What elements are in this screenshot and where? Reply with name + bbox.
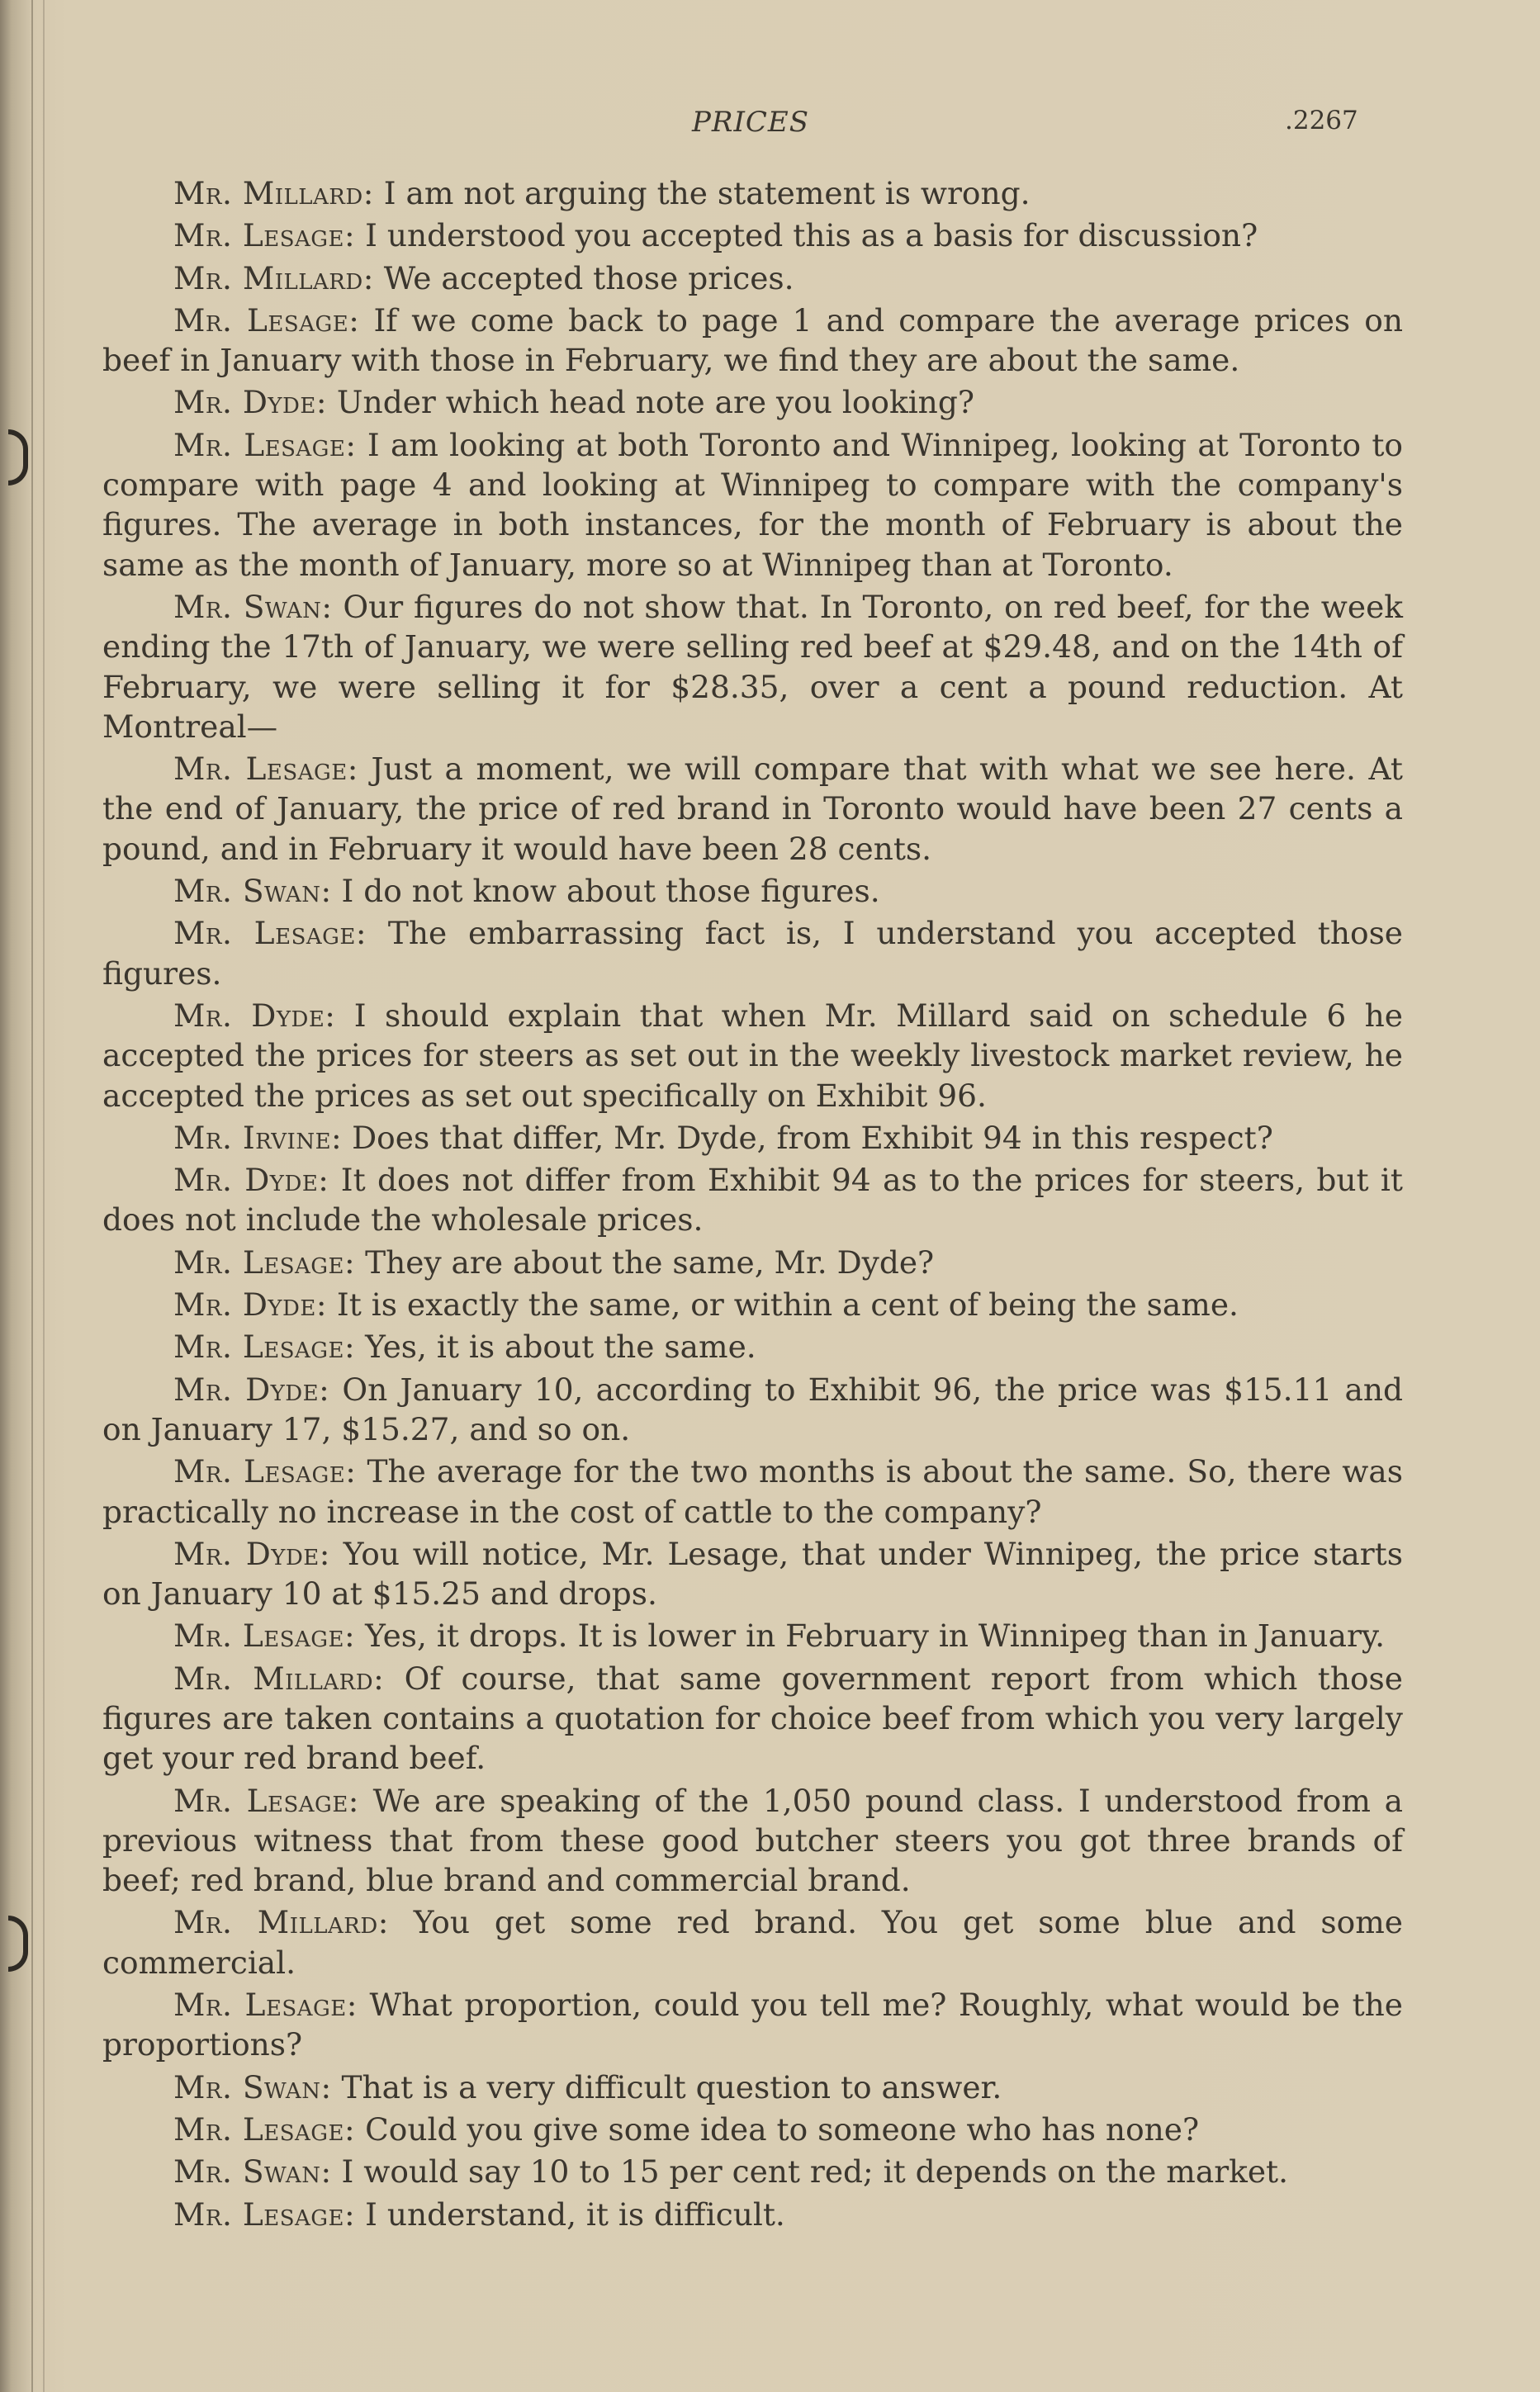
testimony-paragraph xyxy=(102,1781,1403,1901)
speech-text: What proportion, could you tell me? Roughly, what would be the proportions? xyxy=(102,1987,1403,2063)
binding-staple-mark xyxy=(8,1916,28,1972)
testimony-paragraph xyxy=(102,173,1403,213)
testimony-paragraph xyxy=(102,1327,1403,1367)
running-title: PRICES xyxy=(692,106,810,139)
speaker-name: Mr. Lesage: xyxy=(173,301,360,339)
speaker-name: Mr. Lesage: xyxy=(173,751,358,788)
testimony-paragraph xyxy=(102,1616,1403,1655)
speech-text: Our figures do not show that. In Toronto, on red beef, for the week ending the 17th of January, we were selling red beef at $29.48, and on the 14th of February, we were selling it for $28.35, over a cent a pound reduction. At Montreal— xyxy=(102,588,1403,745)
transcript-body xyxy=(102,173,1403,2237)
speaker-name: Mr. Dyde: xyxy=(173,1286,328,1324)
page-number: .2267 xyxy=(1285,106,1358,135)
testimony-paragraph xyxy=(102,258,1403,298)
speaker-name: Mr. Lesage: xyxy=(173,217,356,254)
speaker-name: Mr. Millard: xyxy=(173,259,374,296)
testimony-paragraph xyxy=(102,1902,1403,1982)
speech-text: You will notice, Mr. Lesage, that under Winnipeg, the price starts on January 10 at $15.25 and drops. xyxy=(102,1535,1403,1613)
speech-text: Yes, it is about the same. xyxy=(355,1329,756,1366)
speech-text: I should explain that when Mr. Millard said on schedule 6 he accepted the prices for steers as set out in the weekly livestock market review, he accepted the prices as set out specifically on Exhibit 96. xyxy=(102,997,1403,1114)
speaker-name: Mr. Lesage: xyxy=(173,426,357,463)
speaker-name: Mr. Lesage: xyxy=(173,1987,358,2024)
speech-text: We are speaking of the 1,050 pound class. I understood from a previous witness that from these good butcher steers you got three brands of beef; red brand, blue brand and commercial brand. xyxy=(102,1782,1403,1899)
speech-text: You get some red brand. You get some blue and some commercial. xyxy=(102,1904,1403,1981)
speech-text: I understood you accepted this as a basis for discussion? xyxy=(355,217,1258,254)
speaker-name: Mr. Millard: xyxy=(173,175,374,211)
binding-gutter-line xyxy=(43,0,45,2392)
speech-text: Could you give some idea to someone who has none? xyxy=(355,2110,1200,2148)
testimony-paragraph xyxy=(102,216,1403,255)
testimony-paragraph xyxy=(102,2068,1403,2107)
speaker-name: Mr. Dyde: xyxy=(173,1535,330,1572)
speaker-name: Mr. Dyde: xyxy=(173,384,328,421)
speech-text: It is exactly the same, or within a cent of being the same. xyxy=(327,1286,1239,1324)
testimony-paragraph xyxy=(102,1370,1403,1450)
speech-text: I am not arguing the statement is wrong. xyxy=(373,175,1031,211)
speech-text: The average for the two months is about the same. So, there was practically no increase in the cost of cattle to the company? xyxy=(102,1453,1403,1530)
speaker-name: Mr. Lesage: xyxy=(173,1453,357,1490)
speech-text: I do not know about those figures. xyxy=(331,873,880,910)
speaker-name: Mr. Dyde: xyxy=(173,1371,330,1408)
binding-gutter-line xyxy=(31,0,33,2392)
speech-text: They are about the same, Mr. Dyde? xyxy=(355,1243,935,1281)
testimony-paragraph xyxy=(102,1659,1403,1779)
speaker-name: Mr. Lesage: xyxy=(173,2195,356,2233)
speaker-name: Mr. Swan: xyxy=(173,2153,332,2191)
speaker-name: Mr. Dyde: xyxy=(173,997,336,1034)
speech-text: Just a moment, we will compare that with what we see here. At the end of January, the price of red brand in Toronto would have been 27 cents a pound, and in February it would have been 28 cents. xyxy=(102,751,1403,867)
testimony-paragraph xyxy=(102,913,1403,993)
testimony-paragraph xyxy=(102,749,1403,869)
speech-text: I am looking at both Toronto and Winnipeg, looking at Toronto to compare with page 4 and looking at Winnipeg to compare with the company's figures. The average in both instances, for the month of February is about the same as the month of January, more so at Winnipeg than at Toronto. xyxy=(102,426,1403,583)
binding-staple-mark xyxy=(8,429,28,486)
speaker-name: Mr. Lesage: xyxy=(173,1329,356,1366)
speech-text: I would say 10 to 15 per cent red; it depends on the market. xyxy=(331,2153,1289,2191)
speech-text: The embarrassing fact is, I understand you accepted those figures. xyxy=(102,915,1404,992)
testimony-paragraph xyxy=(102,382,1403,422)
testimony-paragraph xyxy=(102,1118,1403,1158)
testimony-paragraph xyxy=(102,1243,1403,1282)
speaker-name: Mr. Swan: xyxy=(173,873,332,910)
speaker-name: Mr. Lesage: xyxy=(173,915,367,952)
speaker-name: Mr. Dyde: xyxy=(173,1162,329,1199)
speaker-name: Mr. Millard: xyxy=(173,1660,385,1697)
speaker-name: Mr. Lesage: xyxy=(173,1618,356,1655)
testimony-paragraph xyxy=(102,301,1403,381)
speech-text: Under which head note are you looking? xyxy=(327,384,974,421)
speaker-name: Mr. Lesage: xyxy=(173,2110,356,2148)
speech-text: Of course, that same government report from which those figures are taken contains a quotation for choice beef from which you very largely get your red brand beef. xyxy=(102,1660,1403,1777)
testimony-paragraph xyxy=(102,871,1403,911)
speech-text: On January 10, according to Exhibit 96, the price was $15.11 and on January 17, $15.27, and so on. xyxy=(102,1371,1403,1447)
testimony-paragraph xyxy=(102,425,1403,585)
testimony-paragraph xyxy=(102,1285,1403,1324)
testimony-paragraph xyxy=(102,1534,1403,1614)
testimony-paragraph xyxy=(102,1985,1403,2065)
speaker-name: Mr. Millard: xyxy=(173,1904,389,1941)
testimony-paragraph xyxy=(102,587,1403,746)
speech-text: I understand, it is difficult. xyxy=(355,2195,785,2233)
testimony-paragraph xyxy=(102,1452,1403,1532)
speaker-name: Mr. Swan: xyxy=(173,588,333,625)
speaker-name: Mr. Swan: xyxy=(173,2068,332,2105)
testimony-paragraph xyxy=(102,2195,1403,2234)
testimony-paragraph xyxy=(102,996,1403,1115)
speaker-name: Mr. Lesage: xyxy=(173,1782,359,1819)
speech-text: We accepted those prices. xyxy=(373,259,794,296)
speaker-name: Mr. Lesage: xyxy=(173,1243,356,1281)
speaker-name: Mr. Irvine: xyxy=(173,1119,343,1156)
speech-text: If we come back to page 1 and compare the average prices on beef in January with those in February, we find they are about the same. xyxy=(102,301,1403,379)
testimony-paragraph xyxy=(102,2152,1403,2191)
running-header xyxy=(0,106,1540,147)
speech-text: Yes, it drops. It is lower in February in Winnipeg than in January. xyxy=(355,1618,1385,1655)
speech-text: It does not differ from Exhibit 94 as to the prices for steers, but it does not include the wholesale prices. xyxy=(102,1162,1403,1239)
testimony-paragraph xyxy=(102,2110,1403,2149)
speech-text: Does that differ, Mr. Dyde, from Exhibit 94 in this respect? xyxy=(342,1119,1273,1156)
speech-text: That is a very difficult question to answer. xyxy=(331,2068,1002,2105)
testimony-paragraph xyxy=(102,1160,1403,1240)
